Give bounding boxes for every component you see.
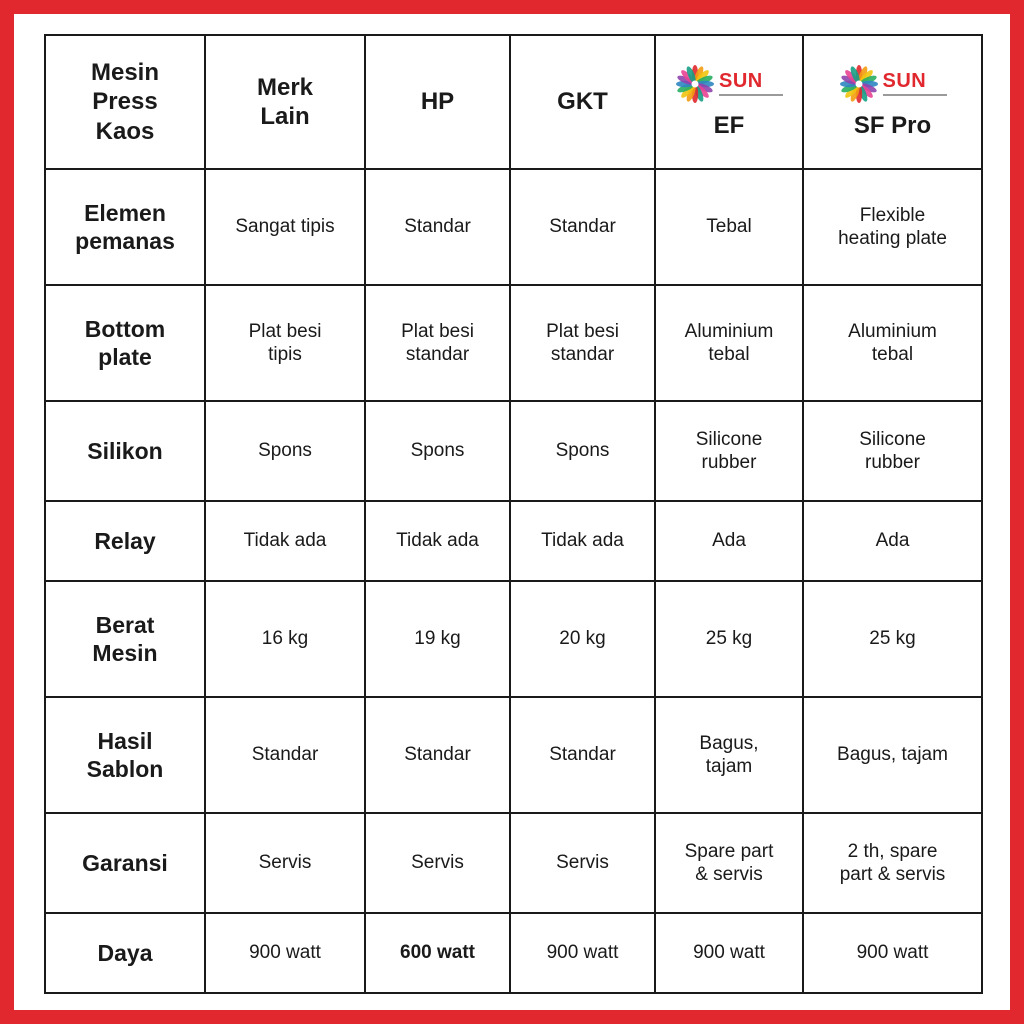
column-header-gkt [510,35,655,169]
row-label [45,913,205,993]
table-cell [655,501,803,581]
row-label-line: Relay [94,527,156,554]
sun-flower-logo-icon [839,64,879,104]
sun-flower-logo-icon [675,64,715,104]
table-cell [205,501,365,581]
cell-line: Tidak ada [541,530,624,552]
cell-line: 900 watt [546,942,619,964]
cell-line: Silicone [859,428,926,450]
row-label-line: Sablon [86,756,164,782]
cell-line: 16 kg [261,628,309,650]
table-cell [655,401,803,501]
column-header-hp [365,35,510,169]
corner-header [45,35,205,169]
table-row-relay [45,501,982,581]
cell-line: Servis [258,852,312,874]
row-label-line: Garansi [82,849,168,876]
cell-line: Servis [411,852,464,874]
cell-line: tebal [708,344,750,365]
column-header-sf-pro [803,35,982,169]
corner-line: Kaos [95,117,155,145]
cell-line: Standar [549,216,616,238]
table-cell [510,169,655,285]
table-cell [510,913,655,993]
table-cell [365,581,510,697]
column-header-line: Lain [260,103,310,130]
table-cell [510,697,655,813]
row-label [45,285,205,401]
cell-line: Ada [875,530,910,552]
table-cell [205,913,365,993]
cell-line: Aluminium [684,320,774,342]
table-cell [655,581,803,697]
cell-line: heating plate [838,228,947,249]
table-cell [803,285,982,401]
cell-line: Spons [258,440,312,462]
row-label [45,401,205,501]
table-cell [205,581,365,697]
table-cell [655,813,803,913]
corner-line: Mesin [90,59,159,87]
row-label-line: Elemen [84,199,166,226]
table-cell [803,581,982,697]
cell-line: Sangat tipis [235,216,335,238]
table-row-daya [45,913,982,993]
column-header-line: SF Pro [853,112,932,139]
table-cell [205,401,365,501]
cell-line: 900 watt [856,942,929,964]
cell-line: Spare part [684,840,774,862]
header-row [45,35,982,169]
column-header-line: GKT [557,88,608,116]
row-label-line: Silikon [87,437,163,464]
column-header-ef [655,35,803,169]
table-cell [803,913,982,993]
table-cell [510,581,655,697]
table-cell [803,813,982,913]
cell-line: 25 kg [705,628,753,650]
cell-line: standar [550,344,615,365]
cell-line: Standar [251,744,319,766]
table-cell [205,169,365,285]
table-row-silikon [45,401,982,501]
row-label-line: Hasil [97,727,153,754]
column-header-line: HP [420,88,455,116]
table-cell [510,401,655,501]
logo-center [855,80,862,87]
cell-line: rubber [865,452,920,473]
brand-logo [675,64,783,104]
cell-line: Tebal [706,216,752,238]
row-label [45,501,205,581]
table-cell [365,913,510,993]
cell-line: 900 watt [249,942,321,964]
logo-center [692,80,699,87]
cell-line: 2 th, spare [847,840,938,862]
cell-line: Aluminium [848,320,937,342]
row-label [45,581,205,697]
table-cell [205,697,365,813]
table-cell [655,285,803,401]
row-label-line: Berat [95,611,155,638]
brand-logo-text: SUN [719,70,763,93]
row-label-line: pemanas [75,228,175,254]
cell-line: Standar [549,744,616,766]
cell-line: Standar [404,744,471,766]
cell-line: & servis [695,864,763,885]
cell-line: Servis [556,852,609,874]
table-cell [803,501,982,581]
cell-line: 19 kg [414,628,461,650]
table-cell [365,285,510,401]
table-cell [365,697,510,813]
column-header-merk-lain [205,35,365,169]
cell-line: tebal [871,344,914,365]
table-cell [803,697,982,813]
brand-logo [839,64,947,104]
cell-line: Tidak ada [396,530,479,552]
cell-line: Flexible [859,204,926,226]
row-label-line: Mesin [92,640,158,666]
table-cell [365,169,510,285]
brand-tagline-mark [883,94,947,96]
cell-line: Ada [712,530,746,552]
table-cell [655,913,803,993]
table-cell [365,501,510,581]
table-row-hasil-sablon [45,697,982,813]
table-cell [655,169,803,285]
table-cell [365,401,510,501]
cell-line: standar [405,344,470,365]
row-label-line: Daya [97,939,153,966]
table-cell [205,285,365,401]
cell-line: 900 watt [693,942,765,964]
cell-line: Spons [410,440,465,462]
column-header-line: EF [713,112,745,139]
cell-line: Plat besi [401,320,474,342]
cell-line: Bagus, tajam [837,744,948,766]
brand-logo-text: SUN [882,70,927,93]
cell-line: 600 watt [400,942,475,964]
cell-line: Tidak ada [243,530,327,552]
table-body [45,169,982,993]
table-cell [510,813,655,913]
table-cell [510,501,655,581]
row-label [45,813,205,913]
cell-line: Bagus, [699,732,759,754]
table-cell [803,401,982,501]
table-cell [365,813,510,913]
brand-tagline-mark [719,94,783,96]
comparison-table [44,34,983,994]
table-cell [510,285,655,401]
table-row-elemen-pemanas [45,169,982,285]
cell-line: tipis [268,344,302,365]
column-header-line: Merk [256,73,314,101]
table-row-bottom-plate [45,285,982,401]
row-label [45,697,205,813]
cell-line: Plat besi [546,320,619,342]
row-label-line: Bottom [84,315,166,342]
cell-line: 25 kg [869,628,916,650]
cell-line: rubber [701,452,757,473]
cell-line: 20 kg [559,628,606,650]
row-label-line: plate [98,344,152,370]
table-cell [205,813,365,913]
cell-line: Standar [404,216,471,238]
cell-line: tajam [705,756,753,777]
corner-line: Press [92,88,158,116]
cell-line: Plat besi [248,320,322,342]
cell-line: part & servis [839,864,946,885]
table-row-berat-mesin [45,581,982,697]
table-row-garansi [45,813,982,913]
table-cell [655,697,803,813]
cell-line: Spons [555,440,610,462]
cell-line: Silicone [695,428,763,450]
table-cell [803,169,982,285]
page-frame [14,14,1010,1010]
row-label [45,169,205,285]
